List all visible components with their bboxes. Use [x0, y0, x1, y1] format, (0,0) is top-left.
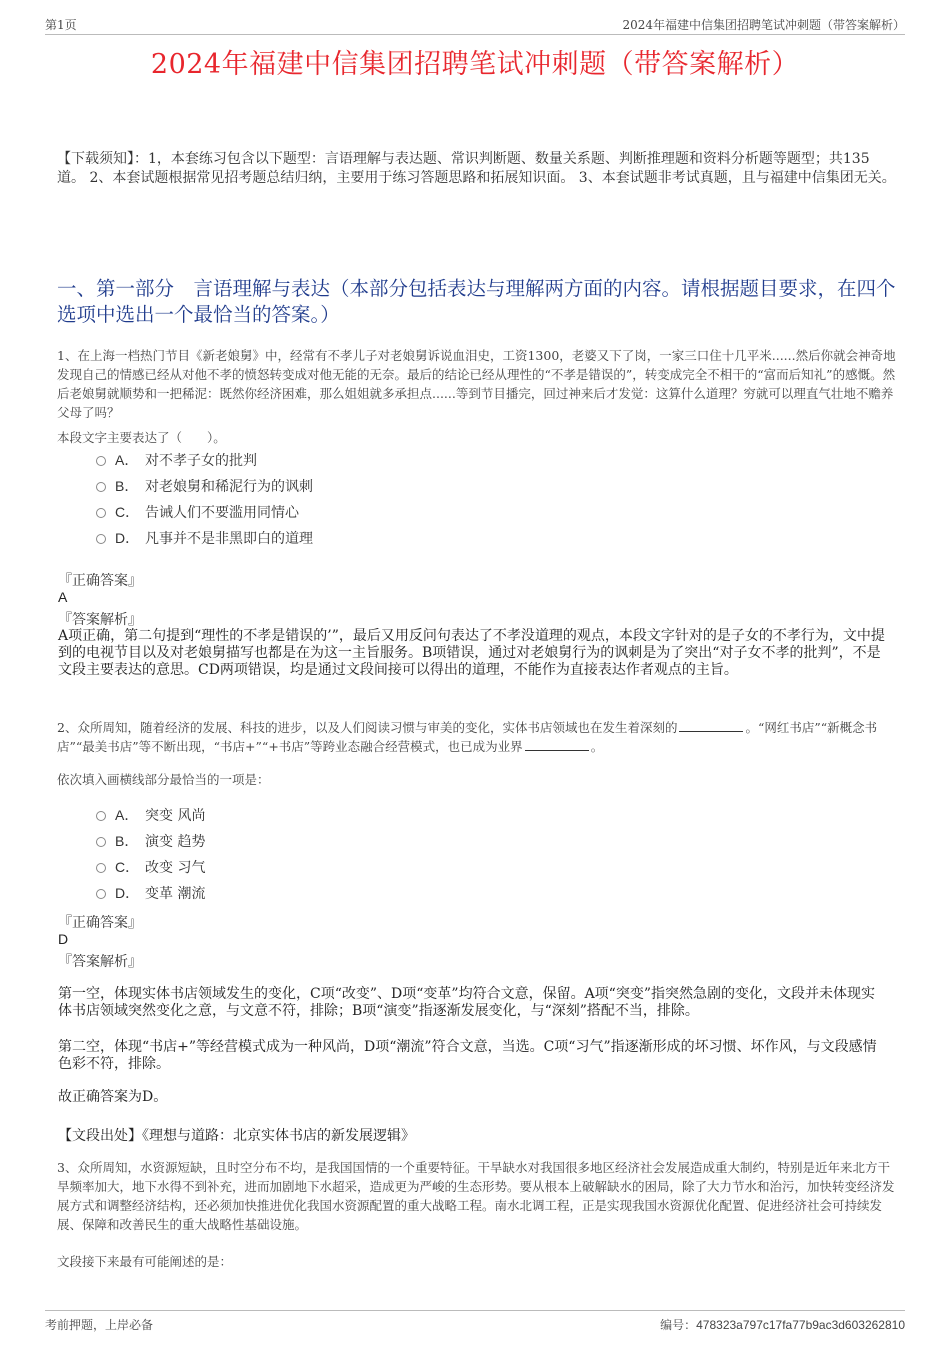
- q2-analysis-label: 『答案解析』: [58, 954, 142, 970]
- q2-option-c[interactable]: C． 改变 习气: [96, 856, 205, 878]
- q1-analysis-label: 『答案解析』: [58, 612, 142, 628]
- document-title: 2024年福建中信集团招聘笔试冲刺题（带答案解析）: [150, 49, 800, 80]
- q3-question: 文段接下来最有可能阐述的是：: [57, 1254, 233, 1269]
- radio-icon[interactable]: [96, 534, 106, 544]
- fill-blank: [679, 719, 743, 732]
- q2-option-a[interactable]: A． 突变 风尚: [96, 804, 205, 826]
- footer-slogan: 考前押题，上岸必备: [45, 1318, 154, 1332]
- q1-answer-label: 『正确答案』: [58, 573, 142, 589]
- radio-icon[interactable]: [96, 482, 106, 492]
- radio-icon[interactable]: [96, 811, 106, 821]
- q3-stem: 3、众所周知，水资源短缺，且时空分布不均，是我国国情的一个重要特征。干旱缺水对我国很多地区经济社会发展造成重大制约，特别是近年来北方干旱频率加大，地下水得不到补充，进而加剧地下水超采，造成更为严峻的生态形势。要从根本上破解缺水的困局，除了大力节水和治污，加快转变经济发展方式和调整经济结构，还必须加快推进优化我国水资源配置的重大战略工程。南水北调工程，正是实现我国水资源优化配置、促进经济社会可持续发展、保障和改善民生的重大战略性基础设施。: [57, 1160, 895, 1232]
- q1-stem: 1、在上海一档热门节目《新老娘舅》中，经常有不孝儿子对老娘舅诉说血泪史，工资1300，老婆又下了岗，一家三口住十几平米......然后你就会神奇地发现自己的情感已经从对他不孝的愤怒转变成对他无能的无奈。最后的结论已经从理性的“不孝是错误的”，转变成完全不相干的“富而后知礼”的感慨。然后老娘舅就顺势和一把稀泥：既然你经济困难，那么姐姐就多承担点......等到节目播完，回过神来后才发觉：这算什么道理？穷就可以理直气壮地不赡养父母了吗？: [57, 348, 896, 420]
- q1-option-c[interactable]: C． 告诫人们不要滥用同情心: [96, 501, 299, 523]
- page-footer: [45, 1310, 905, 1333]
- section-heading: 一、第一部分 言语理解与表达（本部分包括表达与理解两方面的内容。请根据题目要求，在四个选项中选出一个最恰当的答案。）: [57, 277, 896, 326]
- q1-analysis: A项正确，第二句提到“理性的不孝是错误的’”，最后又用反问句表达了不孝没道理的观点，本段文字针对的是子女的不孝行为，文中提到的电视节目以及对老娘舅描写也都是在为这一主旨服务。B项错误，通过对老娘舅行为的讽刺是为了突出“对子女不孝的批判”，不是文段主要表达的意思。CD两项错误，均是通过文段间接可以得出的道理，不能作为直接表达作者观点的主旨。: [58, 628, 885, 678]
- q2-option-b[interactable]: B． 演变 趋势: [96, 830, 205, 852]
- q1-question: 本段文字主要表达了（ ）。: [57, 430, 226, 445]
- q2-answer-label: 『正确答案』: [58, 915, 142, 931]
- q2-question: 依次填入画横线部分最恰当的一项是：: [57, 772, 270, 787]
- radio-icon[interactable]: [96, 508, 106, 518]
- q2-analysis-p2: 第二空，体现“书店+”等经营模式成为一种风尚，D项“潮流”符合文意，当选。C项“习气”指逐渐形成的坏习惯、坏作风，与文段感情色彩不符，排除。: [58, 1039, 877, 1072]
- radio-icon[interactable]: [96, 837, 106, 847]
- radio-icon[interactable]: [96, 889, 106, 899]
- q1-answer: A: [58, 589, 68, 605]
- download-notice: 【下载须知】：1，本套练习包含以下题型：言语理解与表达题、常识判断题、数量关系题、判断推理题和资料分析题等题型；共135道。 2、本套试题根据常见招考题总结归纳，主要用于练习答题思路和拓展知识面。 3、本套试题非考试真题，且与福建中信集团无关。: [57, 151, 896, 186]
- q1-option-a[interactable]: A． 对不孝子女的批判: [96, 449, 257, 471]
- q2-stem: 2、众所周知，随着经济的发展、科技的进步，以及人们阅读习惯与审美的变化，实体书店领域也在发生着深刻的 。“网红书店”“新概念书店”“最美书店”等不断出现，“书店+”“+书店”等跨业态融合经营模式，也已成为业界 。: [57, 720, 878, 754]
- q1-option-d[interactable]: D． 凡事并不是非黑即白的道理: [96, 527, 313, 549]
- q2-source: 【文段出处】《理想与道路：北京实体书店的新发展逻辑》: [58, 1128, 415, 1144]
- footer-code: 编号：478323a797c17fa77b9ac3d603262810: [660, 1318, 905, 1332]
- header-doc-title: 2024年福建中信集团招聘笔试冲刺题（带答案解析）: [622, 18, 905, 32]
- q1-option-b[interactable]: B． 对老娘舅和稀泥行为的讽刺: [96, 475, 313, 497]
- q2-analysis-p3: 故正确答案为D。: [58, 1089, 168, 1105]
- q2-answer: D: [58, 931, 69, 947]
- q2-analysis-p1: 第一空，体现实体书店领域发生的变化，C项“改变”、D项“变革”均符合文意，保留。A项“突变”指突然急剧的变化，文段并未体现实体书店领域突然变化之意，与文意不符，排除；B项“演变”指逐渐发展变化，与“深刻”搭配不当，排除。: [58, 986, 875, 1019]
- q2-option-d[interactable]: D． 变革 潮流: [96, 882, 205, 904]
- fill-blank: [525, 738, 589, 751]
- radio-icon[interactable]: [96, 863, 106, 873]
- radio-icon[interactable]: [96, 456, 106, 466]
- page-header: [45, 14, 905, 35]
- page-number: 第1页: [45, 18, 77, 32]
